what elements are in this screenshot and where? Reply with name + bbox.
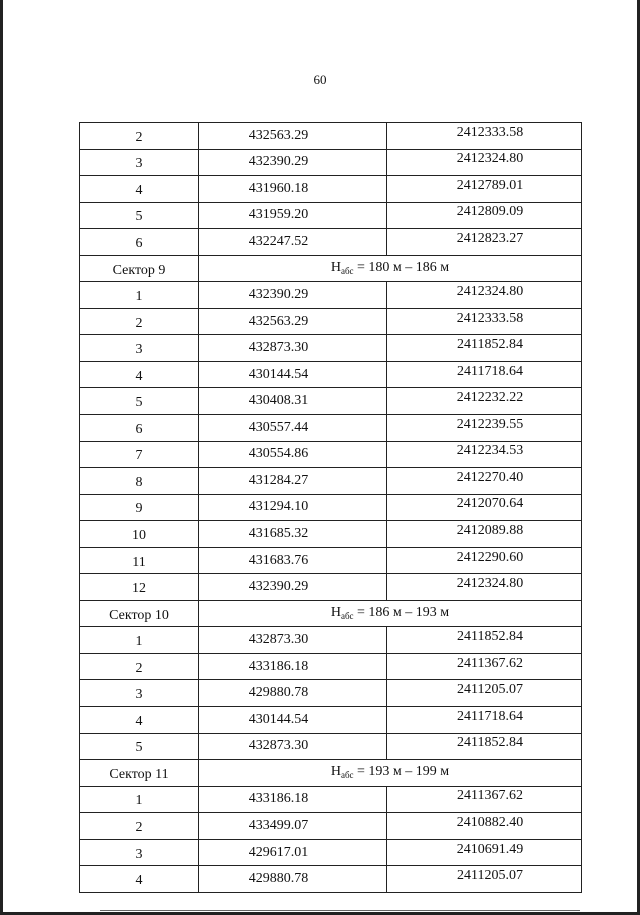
- point-number-cell: [80, 733, 199, 760]
- x-coordinate: 432873.30: [248, 632, 309, 648]
- altitude-subscript: абс: [340, 266, 354, 276]
- point-number-cell: [80, 680, 199, 707]
- x-coordinate: 431960.18: [248, 180, 309, 196]
- point-number-cell: [80, 547, 199, 574]
- y-coordinate-cell: [387, 627, 582, 654]
- point-number: 5: [135, 395, 143, 411]
- point-number-cell: [80, 574, 199, 601]
- point-number: 3: [135, 156, 143, 172]
- y-coordinate-cell: [387, 335, 582, 362]
- x-coordinate: 429880.78: [248, 685, 309, 701]
- y-coordinate: 2412239.55: [456, 416, 524, 432]
- table-row: [80, 415, 582, 442]
- altitude-range: [199, 600, 582, 627]
- point-number: 10: [132, 527, 146, 543]
- y-coordinate: 2412809.09: [456, 204, 524, 220]
- coordinates-table: [79, 122, 582, 893]
- x-coordinate-cell: [199, 123, 387, 150]
- x-coordinate: 429617.01: [248, 844, 309, 860]
- point-number: 11: [132, 554, 146, 570]
- table-row: [80, 149, 582, 176]
- point-number: 1: [135, 289, 143, 305]
- x-coordinate-cell: [199, 202, 387, 229]
- point-number-cell: [80, 202, 199, 229]
- x-coordinate: 432563.29: [248, 313, 309, 329]
- sector-label-text: Сектор 9: [112, 262, 166, 278]
- x-coordinate-cell: [199, 494, 387, 521]
- point-number-cell: [80, 839, 199, 866]
- x-coordinate-cell: [199, 653, 387, 680]
- x-coordinate-cell: [199, 308, 387, 335]
- point-number: 1: [135, 793, 143, 809]
- y-coordinate-cell: [387, 839, 582, 866]
- y-coordinate: 2412234.53: [456, 443, 524, 459]
- altitude-symbol: H: [330, 260, 341, 275]
- x-coordinate: 430557.44: [248, 419, 309, 435]
- y-coordinate: 2412823.27: [456, 230, 524, 246]
- table-row: [80, 521, 582, 548]
- point-number: 4: [135, 713, 143, 729]
- y-coordinate-cell: [387, 653, 582, 680]
- altitude-range-text: = 180 м – 186 м: [353, 260, 450, 275]
- x-coordinate-cell: [199, 468, 387, 495]
- x-coordinate: 431959.20: [248, 207, 309, 223]
- y-coordinate-cell: [387, 494, 582, 521]
- point-number-cell: [80, 282, 199, 309]
- table-row: [80, 176, 582, 203]
- y-coordinate-cell: [387, 229, 582, 256]
- table-row: [80, 335, 582, 362]
- table-row: [80, 707, 582, 734]
- point-number: 3: [135, 846, 143, 862]
- y-coordinate: 2412324.80: [456, 284, 524, 300]
- x-coordinate-cell: [199, 627, 387, 654]
- x-coordinate: 433186.18: [248, 658, 309, 674]
- y-coordinate-cell: [387, 282, 582, 309]
- table-row: [80, 282, 582, 309]
- y-coordinate-cell: [387, 149, 582, 176]
- x-coordinate: 432873.30: [248, 738, 309, 754]
- altitude-symbol: H: [330, 764, 341, 780]
- point-number: 9: [135, 501, 143, 517]
- y-coordinate: 2411852.84: [457, 629, 523, 645]
- y-coordinate-cell: [387, 547, 582, 574]
- table-row: [80, 388, 582, 415]
- sector-header-row: [80, 600, 582, 627]
- altitude-range: [199, 760, 582, 787]
- y-coordinate: 2411205.07: [457, 868, 523, 884]
- x-coordinate-cell: [199, 839, 387, 866]
- y-coordinate: 2411205.07: [457, 682, 523, 698]
- point-number: 5: [135, 209, 143, 225]
- point-number: 6: [135, 421, 143, 437]
- y-coordinate-cell: [387, 361, 582, 388]
- x-coordinate: 430144.54: [248, 366, 309, 382]
- y-coordinate: 2411367.62: [457, 788, 523, 804]
- y-coordinate: 2412270.40: [456, 469, 524, 485]
- x-coordinate: 431284.27: [248, 472, 309, 488]
- point-number-cell: [80, 388, 199, 415]
- y-coordinate: 2410691.49: [456, 841, 524, 857]
- point-number: 7: [135, 448, 143, 464]
- y-coordinate-cell: [387, 388, 582, 415]
- x-coordinate-cell: [199, 707, 387, 734]
- point-number-cell: [80, 786, 199, 813]
- sector-label: [80, 760, 199, 787]
- y-coordinate: 2412789.01: [456, 177, 524, 193]
- x-coordinate-cell: [199, 574, 387, 601]
- y-coordinate: 2411718.64: [457, 363, 523, 379]
- altitude-range-text: = 186 м – 193 м: [353, 605, 450, 621]
- x-coordinate-cell: [199, 229, 387, 256]
- x-coordinate-cell: [199, 361, 387, 388]
- point-number-cell: [80, 441, 199, 468]
- y-coordinate-cell: [387, 786, 582, 813]
- y-coordinate-cell: [387, 813, 582, 840]
- x-coordinate-cell: [199, 176, 387, 203]
- table-row: [80, 733, 582, 760]
- y-coordinate-cell: [387, 441, 582, 468]
- x-coordinate: 432390.29: [248, 154, 309, 170]
- x-coordinate: 432563.29: [248, 127, 309, 143]
- x-coordinate-cell: [199, 415, 387, 442]
- x-coordinate: 431294.10: [248, 499, 309, 515]
- point-number-cell: [80, 308, 199, 335]
- point-number-cell: [80, 468, 199, 495]
- y-coordinate: 2412333.58: [456, 310, 524, 326]
- table-row: [80, 308, 582, 335]
- table-row: [80, 468, 582, 495]
- sector-label: [80, 255, 199, 282]
- sector-header-row: [80, 760, 582, 787]
- table-row: [80, 441, 582, 468]
- point-number: 12: [132, 581, 146, 597]
- point-number-cell: [80, 521, 199, 548]
- point-number: 3: [135, 687, 143, 703]
- page-number: 60: [313, 72, 327, 87]
- point-number-cell: [80, 415, 199, 442]
- x-coordinate: 433186.18: [248, 791, 309, 807]
- y-coordinate: 2411852.84: [457, 735, 523, 751]
- point-number-cell: [80, 229, 199, 256]
- point-number: 2: [135, 315, 143, 331]
- point-number: 4: [135, 368, 143, 384]
- scan-border-left: [0, 0, 3, 915]
- y-coordinate: 2412089.88: [456, 522, 524, 538]
- y-coordinate: 2411367.62: [457, 655, 523, 671]
- y-coordinate: 2411852.84: [457, 337, 523, 353]
- y-coordinate: 2411718.64: [457, 708, 523, 724]
- point-number-cell: [80, 361, 199, 388]
- table-row: [80, 361, 582, 388]
- y-coordinate-cell: [387, 521, 582, 548]
- point-number: 6: [135, 235, 143, 251]
- point-number: 2: [135, 819, 143, 835]
- table-row: [80, 866, 582, 893]
- y-coordinate-cell: [387, 574, 582, 601]
- altitude-subscript: абс: [340, 611, 354, 622]
- x-coordinate-cell: [199, 733, 387, 760]
- altitude-subscript: абс: [340, 770, 354, 781]
- x-coordinate: 431683.76: [248, 552, 309, 568]
- sector-header-row: [80, 255, 582, 282]
- x-coordinate-cell: [199, 335, 387, 362]
- y-coordinate-cell: [387, 202, 582, 229]
- y-coordinate: 2412232.22: [456, 390, 524, 406]
- point-number-cell: [80, 866, 199, 893]
- x-coordinate: 432390.29: [248, 287, 309, 303]
- y-coordinate: 2412324.80: [456, 151, 524, 167]
- table-row: [80, 547, 582, 574]
- point-number: 4: [135, 182, 143, 198]
- point-number: 8: [135, 474, 143, 490]
- table-row: [80, 653, 582, 680]
- y-coordinate-cell: [387, 176, 582, 203]
- point-number-cell: [80, 707, 199, 734]
- altitude-symbol: H: [330, 605, 341, 621]
- x-coordinate-cell: [199, 866, 387, 893]
- coordinates-table-body: [80, 123, 582, 893]
- point-number-cell: [80, 627, 199, 654]
- x-coordinate: 432873.30: [248, 340, 309, 356]
- y-coordinate-cell: [387, 308, 582, 335]
- y-coordinate-cell: [387, 415, 582, 442]
- x-coordinate: 433499.07: [248, 817, 309, 833]
- point-number-cell: [80, 494, 199, 521]
- x-coordinate: 429880.78: [248, 871, 309, 887]
- point-number: 3: [135, 342, 143, 358]
- point-number: 1: [135, 634, 143, 650]
- x-coordinate-cell: [199, 441, 387, 468]
- altitude-range-text: = 193 м – 199 м: [353, 764, 450, 780]
- x-coordinate-cell: [199, 547, 387, 574]
- y-coordinate-cell: [387, 680, 582, 707]
- x-coordinate: 430554.86: [248, 446, 309, 462]
- point-number: 2: [135, 660, 143, 676]
- point-number-cell: [80, 176, 199, 203]
- point-number-cell: [80, 149, 199, 176]
- point-number: 5: [135, 740, 143, 756]
- table-row: [80, 574, 582, 601]
- point-number-cell: [80, 123, 199, 150]
- y-coordinate: 2412324.80: [456, 576, 524, 592]
- y-coordinate: 2412290.60: [456, 549, 524, 565]
- y-coordinate-cell: [387, 123, 582, 150]
- sector-label-text: Сектор 10: [109, 607, 169, 623]
- bottom-rule: [100, 910, 580, 911]
- x-coordinate: 430408.31: [248, 393, 309, 409]
- x-coordinate: 432390.29: [248, 579, 309, 595]
- sector-label: [80, 600, 199, 627]
- table-row: [80, 839, 582, 866]
- table-row: [80, 627, 582, 654]
- point-number-cell: [80, 335, 199, 362]
- table-row: [80, 786, 582, 813]
- x-coordinate: 431685.32: [248, 525, 309, 541]
- table-row: [80, 813, 582, 840]
- x-coordinate: 430144.54: [248, 711, 309, 727]
- x-coordinate-cell: [199, 388, 387, 415]
- table-row: [80, 123, 582, 150]
- x-coordinate-cell: [199, 521, 387, 548]
- table-row: [80, 202, 582, 229]
- y-coordinate-cell: [387, 707, 582, 734]
- altitude-range: [199, 255, 582, 282]
- y-coordinate-cell: [387, 733, 582, 760]
- point-number-cell: [80, 653, 199, 680]
- point-number-cell: [80, 813, 199, 840]
- table-row: [80, 494, 582, 521]
- y-coordinate: 2412070.64: [456, 496, 524, 512]
- x-coordinate-cell: [199, 680, 387, 707]
- x-coordinate: 432247.52: [248, 233, 309, 249]
- y-coordinate-cell: [387, 468, 582, 495]
- sector-label-text: Сектор 11: [109, 766, 169, 782]
- x-coordinate-cell: [199, 786, 387, 813]
- point-number: 4: [135, 873, 143, 889]
- x-coordinate-cell: [199, 149, 387, 176]
- point-number: 2: [135, 129, 143, 145]
- x-coordinate-cell: [199, 282, 387, 309]
- y-coordinate: 2412333.58: [456, 124, 524, 140]
- x-coordinate-cell: [199, 813, 387, 840]
- y-coordinate: 2410882.40: [456, 814, 524, 830]
- table-row: [80, 229, 582, 256]
- table-row: [80, 680, 582, 707]
- y-coordinate-cell: [387, 866, 582, 893]
